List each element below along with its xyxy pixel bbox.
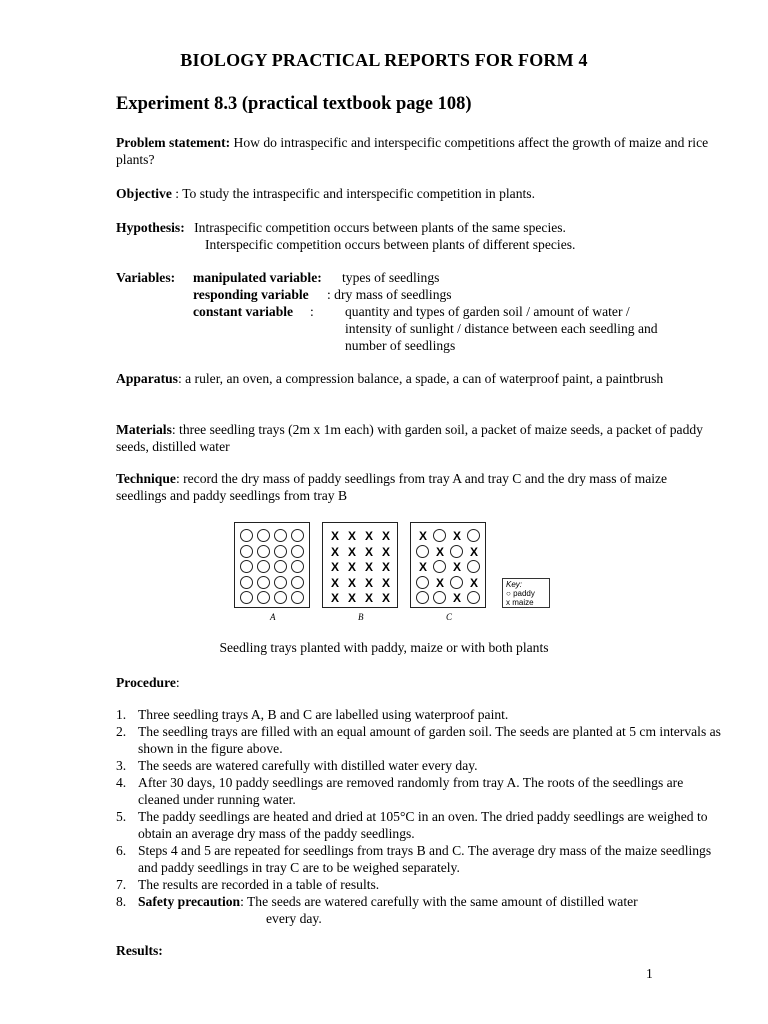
paddy-circle-icon <box>274 560 287 573</box>
paddy-circle-icon <box>257 591 270 604</box>
objective <box>116 185 716 202</box>
manipulated-value: types of seedlings <box>342 270 440 285</box>
key-maize-label: maize <box>512 598 534 607</box>
maize-x-icon: X <box>452 560 461 574</box>
maize-x-icon: X <box>364 560 373 574</box>
problem-label: Problem statement: <box>116 135 231 150</box>
paddy-circle-icon <box>257 576 270 589</box>
apparatus-label: Apparatus <box>116 371 178 386</box>
maize-x-icon: X <box>452 529 461 543</box>
paddy-circle-icon <box>467 560 480 573</box>
maize-x-icon: X <box>418 560 427 574</box>
maize-x-icon: X <box>347 591 356 605</box>
safety-label: Safety precaution <box>138 894 241 909</box>
step-number: 2. <box>116 724 127 739</box>
procedure-list <box>116 706 721 927</box>
paddy-circle-icon <box>240 591 253 604</box>
paddy-circle-icon <box>467 591 480 604</box>
paddy-circle-icon <box>467 529 480 542</box>
step-text: The seeds are watered carefully with distilled water every day. <box>138 758 478 773</box>
safety-text: : The seeds are watered carefully with the same amount of distilled water <box>240 894 638 909</box>
list-item <box>116 757 721 774</box>
paddy-circle-icon <box>274 591 287 604</box>
step-text: After 30 days, 10 paddy seedlings are removed randomly from tray A. The roots of the seedlings are cleaned under running water. <box>138 775 684 807</box>
key-maize <box>506 598 546 607</box>
paddy-circle-icon <box>291 560 304 573</box>
results-heading: Results: <box>116 943 163 958</box>
maize-x-icon: X <box>347 529 356 543</box>
paddy-circle-icon <box>274 545 287 558</box>
paddy-circle-icon <box>240 576 253 589</box>
seedling-trays-figure <box>230 516 540 628</box>
maize-x-icon: X <box>330 529 339 543</box>
maize-x-icon: X <box>347 560 356 574</box>
safety-precaution <box>138 893 721 927</box>
paddy-circle-icon <box>291 576 304 589</box>
maize-x-icon: X <box>330 544 339 559</box>
problem-text: How do intraspecific and interspecific competitions affect the growth of maize and rice plants? <box>116 135 709 167</box>
list-item <box>116 876 721 893</box>
procedure-label: Procedure <box>116 675 176 690</box>
maize-x-icon: X <box>347 575 356 590</box>
constant-label: constant variable <box>193 304 294 319</box>
problem-statement <box>116 134 716 168</box>
paddy-circle-icon <box>433 529 446 542</box>
technique <box>116 470 716 504</box>
list-item <box>116 808 721 842</box>
list-item <box>116 723 721 757</box>
paddy-circle-icon <box>291 529 304 542</box>
responding-value: : dry mass of seedlings <box>327 287 452 302</box>
maize-x-icon: X <box>435 544 444 559</box>
paddy-circle-icon <box>240 545 253 558</box>
key-paddy-label: paddy <box>513 589 535 598</box>
seedling-tray-b <box>322 522 398 608</box>
constant-line: number of seedlings <box>345 338 456 353</box>
paddy-circle-icon <box>257 529 270 542</box>
seedling-tray-a <box>234 522 310 608</box>
paddy-circle-icon <box>416 576 429 589</box>
maize-x-icon: X <box>364 529 373 543</box>
key-paddy <box>506 589 546 598</box>
list-item <box>116 774 721 808</box>
step-number: 7. <box>116 877 127 892</box>
figure-caption: Seedling trays planted with paddy, maize or with both plants <box>219 640 549 655</box>
constant-colon: : <box>310 304 314 319</box>
procedure-heading <box>116 674 180 691</box>
maize-x-icon: X <box>381 544 390 559</box>
step-text: Steps 4 and 5 are repeated for seedlings from trays B and C. The average dry mass of the maize seedlings and paddy seedlings in tray C are to be weighed separately. <box>138 843 712 875</box>
hypothesis-line1 <box>116 219 566 236</box>
page-number: 1 <box>646 966 653 981</box>
paddy-circle-icon <box>274 529 287 542</box>
constant-line: intensity of sunlight / distance between each seedling and <box>345 321 658 336</box>
step-text: Three seedling trays A, B and C are labelled using waterproof paint. <box>138 707 509 722</box>
paddy-circle-icon <box>416 591 429 604</box>
maize-x-icon: X <box>418 529 427 543</box>
list-item <box>116 842 721 876</box>
maize-x-icon: X <box>330 591 339 605</box>
step-number: 5. <box>116 809 127 824</box>
maize-x-icon: X <box>469 575 478 590</box>
maize-x-icon: X <box>330 575 339 590</box>
materials-text: : three seedling trays (2m x 1m each) with garden soil, a packet of maize seeds, a packet of paddy seeds, distilled water <box>116 422 703 454</box>
key-title: Key: <box>506 580 523 589</box>
paddy-circle-icon <box>416 545 429 558</box>
maize-x-icon: X <box>347 544 356 559</box>
hypothesis-text1: Intraspecific competition occurs between plants of the same species. <box>194 220 566 235</box>
seedling-tray-c <box>410 522 486 608</box>
step-number: 8. <box>116 894 127 909</box>
variables-label: Variables: <box>116 270 176 285</box>
paddy-circle-icon <box>257 545 270 558</box>
paddy-circle-icon <box>450 545 463 558</box>
tray-label: B <box>358 612 364 622</box>
hypothesis-label: Hypothesis: <box>116 220 185 235</box>
paddy-circle-icon <box>450 576 463 589</box>
maize-x-icon: X <box>381 560 390 574</box>
experiment-heading: Experiment 8.3 (practical textbook page 108) <box>116 94 472 114</box>
objective-text: : To study the intraspecific and interspecific competition in plants. <box>171 186 535 201</box>
manipulated-label: manipulated variable: <box>193 270 322 285</box>
objective-label: Objective <box>116 186 172 201</box>
maize-x-icon: X <box>452 591 461 605</box>
step-number: 1. <box>116 707 127 722</box>
paddy-circle-icon <box>291 545 304 558</box>
constant-line: quantity and types of garden soil / amount of water / <box>345 304 630 319</box>
apparatus <box>116 370 716 387</box>
step-number: 4. <box>116 775 127 790</box>
step-text: The results are recorded in a table of results. <box>138 877 380 892</box>
maize-x-icon: X <box>469 544 478 559</box>
maize-x-icon: X <box>364 575 373 590</box>
document-title: BIOLOGY PRACTICAL REPORTS FOR FORM 4 <box>180 50 588 70</box>
hypothesis-text2: Interspecific competition occurs between plants of different species. <box>205 237 576 252</box>
list-item <box>116 706 721 723</box>
paddy-circle-icon <box>291 591 304 604</box>
paddy-circle-icon <box>274 576 287 589</box>
maize-x-icon: X <box>435 575 444 590</box>
figure-key <box>502 578 550 608</box>
step-number: 3. <box>116 758 127 773</box>
paddy-circle-icon: ○ <box>506 589 511 598</box>
procedure-colon: : <box>175 675 180 690</box>
maize-x-icon: X <box>381 591 390 605</box>
paddy-circle-icon <box>240 529 253 542</box>
step-text: The paddy seedlings are heated and dried at 105°C in an oven. The dried paddy seedlings are weighed to obtain an average dry mass of the paddy seedlings. <box>138 809 708 841</box>
list-item <box>116 893 721 927</box>
step-text: The seedling trays are filled with an equal amount of garden soil. The seeds are planted at 5 cm intervals as shown in the figure above. <box>138 724 721 756</box>
maize-x-icon: X <box>330 560 339 574</box>
paddy-circle-icon <box>433 560 446 573</box>
responding-label: responding variable <box>193 287 309 302</box>
paddy-circle-icon <box>433 591 446 604</box>
step-number: 6. <box>116 843 127 858</box>
maize-x-icon: X <box>381 575 390 590</box>
apparatus-text: : a ruler, an oven, a compression balance, a spade, a can of waterproof paint, a paintbrush <box>177 371 664 386</box>
maize-x-icon: X <box>364 591 373 605</box>
maize-x-icon: X <box>364 544 373 559</box>
technique-text: : record the dry mass of paddy seedlings from tray A and tray C and the dry mass of maize seedlings and paddy seedlings from tray B <box>116 471 668 503</box>
paddy-circle-icon <box>257 560 270 573</box>
paddy-circle-icon <box>240 560 253 573</box>
technique-label: Technique <box>116 471 176 486</box>
safety-text-cont: every day. <box>266 911 322 926</box>
maize-x-icon: X <box>381 529 390 543</box>
materials-label: Materials <box>116 422 172 437</box>
materials <box>116 421 716 455</box>
tray-label: C <box>446 612 453 622</box>
maize-x-icon: x <box>506 598 510 607</box>
tray-label: A <box>270 612 276 622</box>
